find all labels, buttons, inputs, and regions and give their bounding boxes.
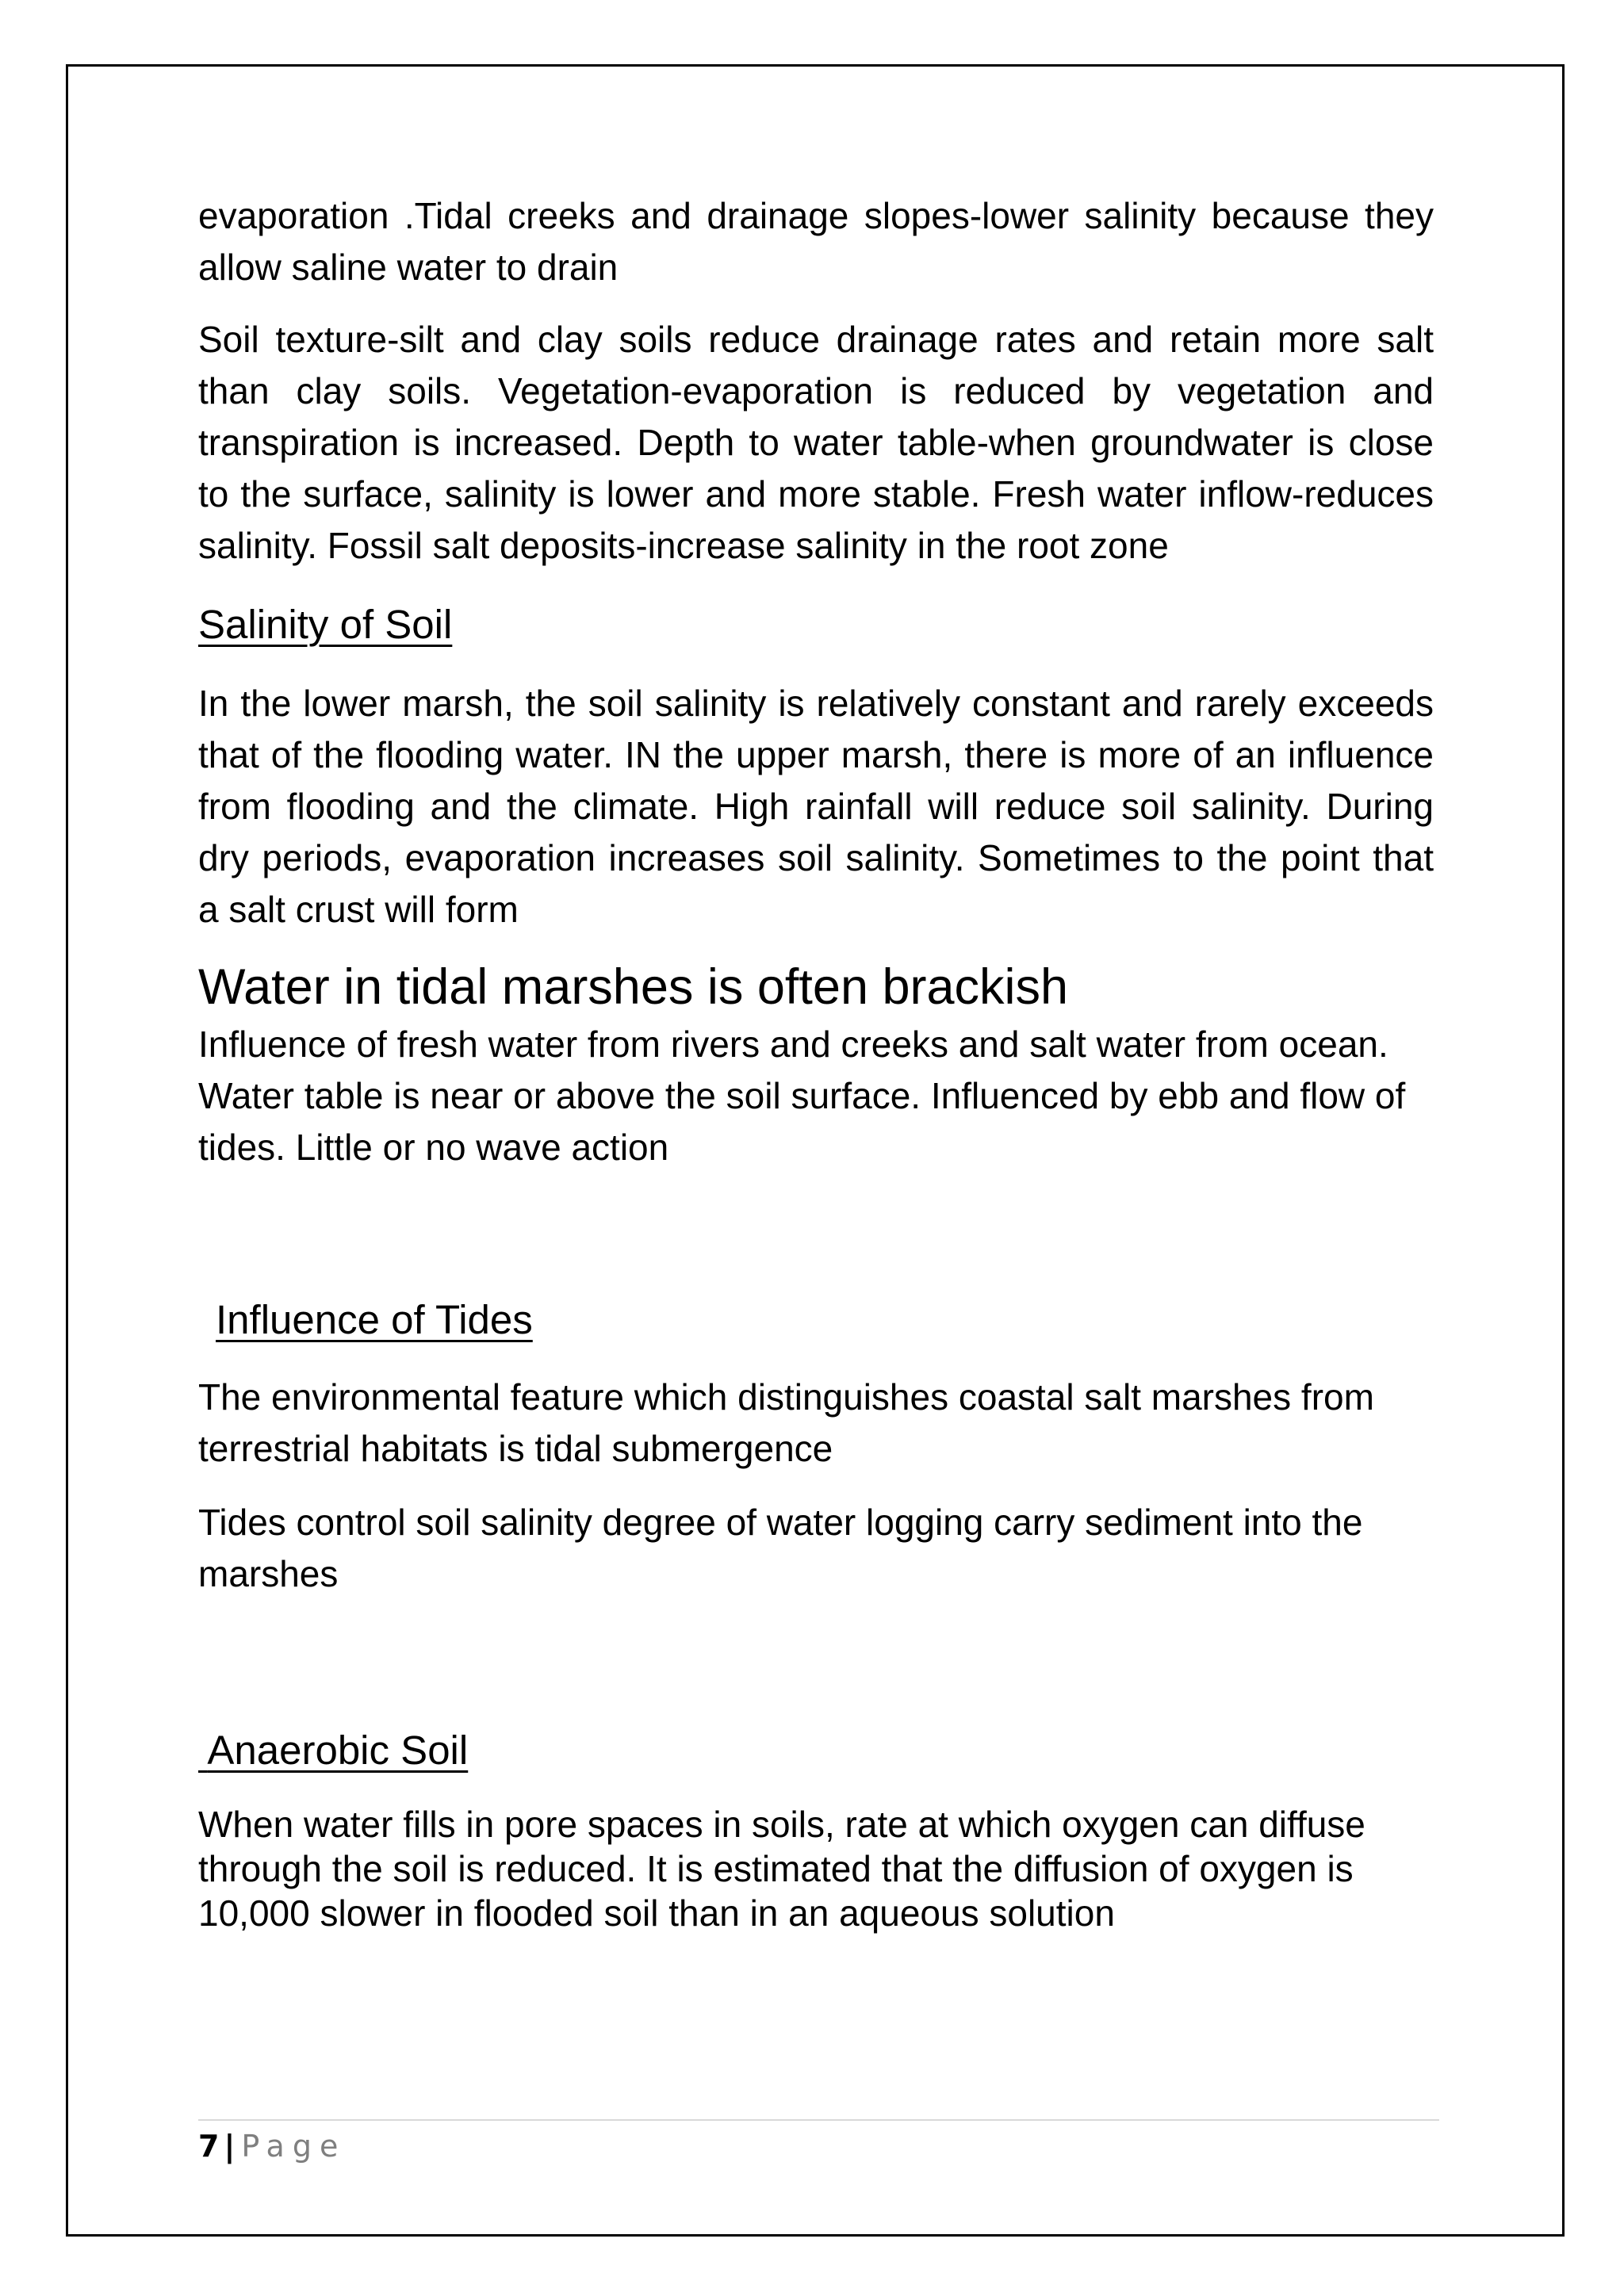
- page-number: 7: [198, 2129, 220, 2164]
- heading-salinity-of-soil: Salinity of Soil: [198, 602, 453, 647]
- heading-anaerobic-soil: [198, 1723, 1434, 1778]
- paragraph-anaerobic: When water fills in pore spaces in soils, rate at which oxygen can diffuse through the soil is reduced. It is estimated that the diffusion of oxygen is 10,000 slower in flooded soil than in an aqueous solution: [198, 1804, 1365, 1934]
- paragraph-soil-texture: Soil texture-silt and clay soils reduce drainage rates and retain more salt than clay soils. Vegetation-evaporation is reduced by vegetation and transpiration is increased. Depth to water table-when groundwater is close to the surface, salinity is lower and more stable. Fresh water inflow-reduces salinity. Fossil salt deposits-increase salinity in the root zone: [198, 319, 1434, 566]
- heading-anaerobic-soil-text: Anaerobic Soil: [207, 1728, 469, 1773]
- footer-divider: [198, 2119, 1439, 2121]
- heading-influence-of-tides: Influence of Tides: [216, 1297, 533, 1342]
- paragraph-tides-1: The environmental feature which distinguishes coastal salt marshes from terrestrial habitats is tidal submergence: [198, 1376, 1374, 1469]
- heading-brackish-water: Water in tidal marshes is often brackish: [198, 959, 1069, 1015]
- paragraph-evaporation: evaporation .Tidal creeks and drainage slopes-lower salinity because they allow saline water to drain: [198, 195, 1434, 288]
- paragraph-brackish: Influence of fresh water from rivers and creeks and salt water from ocean. Water table is near or above the soil surface. Influenced by ebb and flow of tides. Little or no wave action: [198, 1024, 1406, 1168]
- page-label: Page: [241, 2129, 347, 2164]
- footer-separator: |: [224, 2129, 236, 2164]
- document-body: [198, 190, 1434, 1935]
- page-footer: [198, 2126, 346, 2166]
- paragraph-tides-2: Tides control soil salinity degree of water logging carry sediment into the marshes: [198, 1502, 1363, 1594]
- paragraph-salinity: In the lower marsh, the soil salinity is relatively constant and rarely exceeds that of the flooding water. IN the upper marsh, there is more of an influence from flooding and the climate. High rainfall will reduce soil salinity. During dry periods, evaporation increases soil salinity. Sometimes to the point that a salt crust will form: [198, 683, 1434, 930]
